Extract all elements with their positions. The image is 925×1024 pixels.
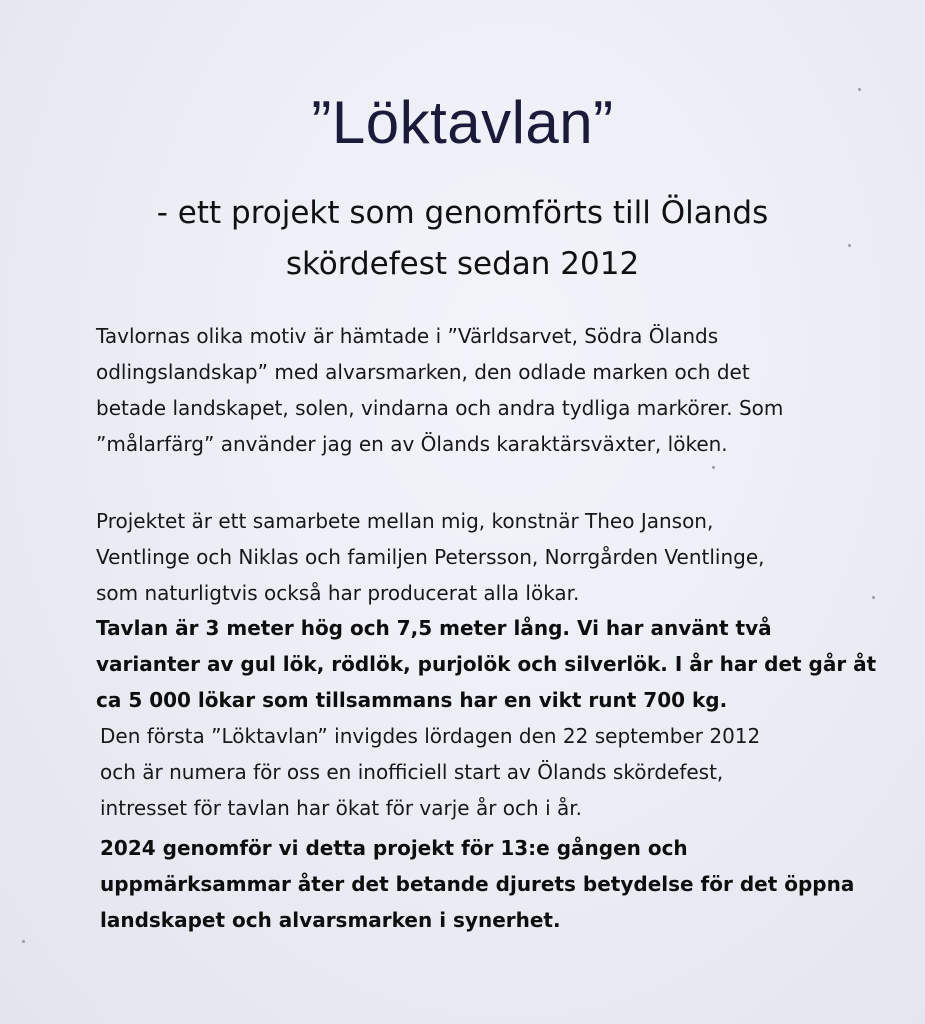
text-line: som naturligtvis också har producerat alla lökar. — [96, 581, 580, 605]
paragraph-2024 — [100, 830, 854, 938]
text-line: Tavlan är 3 meter hög och 7,5 meter lång. Vi har använt två — [96, 616, 772, 640]
paper-speck — [848, 244, 851, 247]
paper-speck — [858, 88, 861, 91]
subtitle-line-2: skördefest sedan 2012 — [285, 246, 640, 282]
text-line: 2024 genomför vi detta projekt för 13:e gången och — [100, 836, 688, 860]
text-line: uppmärksammar åter det betande djurets betydelse för det öppna — [100, 872, 855, 896]
text-line: varianter av gul lök, rödlök, purjolök och silverlök. I år har det går åt — [96, 652, 877, 676]
paragraph-dimensions — [96, 610, 876, 718]
text-line: betade landskapet, solen, vindarna och andra tydliga markörer. Som — [96, 396, 784, 420]
subtitle-line-1: - ett projekt som genomförts till Ölands — [156, 195, 769, 231]
text-line: Projektet är ett samarbete mellan mig, konstnär Theo Janson, — [96, 509, 714, 533]
paper-speck — [712, 466, 715, 469]
text-line: odlingslandskap” med alvarsmarken, den odlade marken och det — [96, 360, 750, 384]
paper-speck — [872, 596, 875, 599]
paragraph-inauguration — [100, 718, 760, 826]
text-line: intresset för tavlan har ökat för varje år och i år. — [100, 796, 582, 820]
text-line: Tavlornas olika motiv är hämtade i ”Världsarvet, Södra Ölands — [96, 324, 719, 348]
text-line: ca 5 000 lökar som tillsammans har en vikt runt 700 kg. — [96, 688, 728, 712]
paragraph-motifs — [96, 318, 783, 462]
paragraph-collaboration — [96, 503, 765, 611]
text-line: och är numera för oss en inofficiell start av Ölands skördefest, — [100, 760, 724, 784]
text-line: landskapet och alvarsmarken i synerhet. — [100, 908, 561, 932]
paper-speck — [22, 940, 25, 943]
text-line: Ventlinge och Niklas och familjen Petersson, Norrgården Ventlinge, — [96, 545, 765, 569]
subtitle — [0, 188, 925, 290]
text-line: Den första ”Löktavlan” invigdes lördagen den 22 september 2012 — [100, 724, 761, 748]
text-line: ”målarfärg” använder jag en av Ölands karaktärsväxter, löken. — [96, 432, 728, 456]
page-title: ”Löktavlan” — [311, 89, 614, 156]
